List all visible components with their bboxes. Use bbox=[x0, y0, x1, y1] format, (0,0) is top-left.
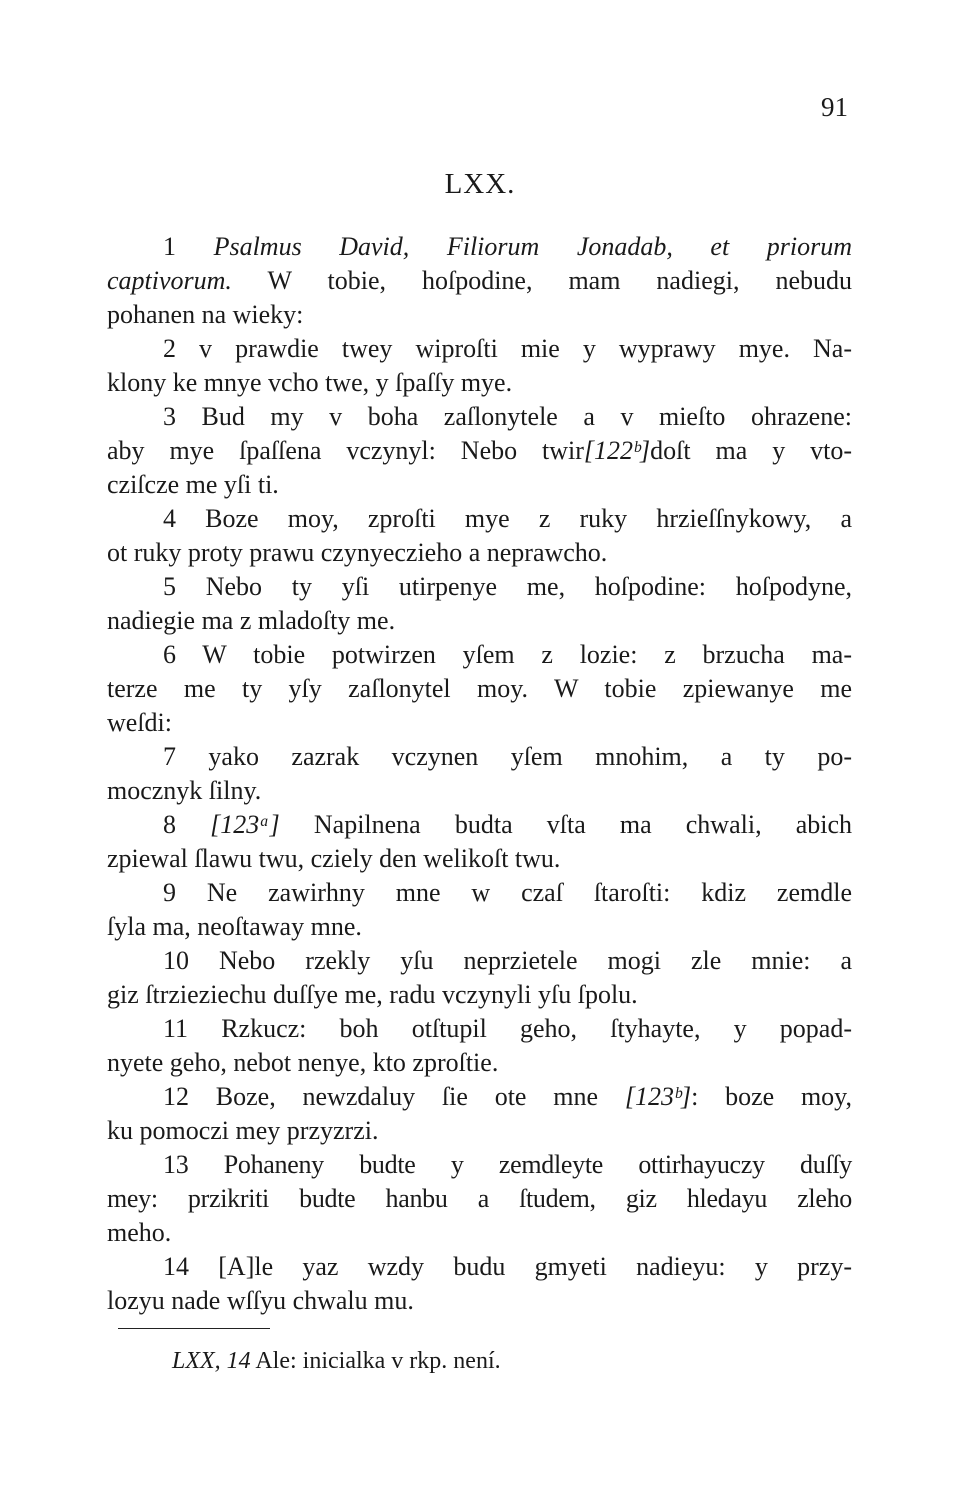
text-run: mocznyk ſilny. bbox=[107, 776, 262, 805]
text-line bbox=[107, 332, 852, 366]
text-run: mey: przikriti budte hanbu a ſtudem, giz hledayu zleho bbox=[107, 1184, 852, 1213]
text-line bbox=[107, 1080, 852, 1114]
text-run: 10 Nebo rzekly yſu neprzietele mogi zle mnie: a bbox=[163, 946, 852, 975]
text-line bbox=[107, 808, 852, 842]
text-line bbox=[107, 1216, 852, 1250]
text-run: ku pomoczi mey przyzrzi. bbox=[107, 1116, 379, 1145]
text-line bbox=[107, 1046, 852, 1080]
text-run: 6 W tobie potwirzen yſem z lozie: z brzucha ma- bbox=[163, 640, 852, 669]
italic-text: [122ᵇ] bbox=[583, 436, 651, 465]
text-line bbox=[107, 366, 852, 400]
text-run: aby mye ſpaſſena vczynyl: Nebo twir bbox=[107, 436, 584, 465]
text-run: 14 [A]le yaz wzdy budu gmyeti nadieyu: y przy- bbox=[163, 1252, 852, 1281]
text-line bbox=[107, 1182, 852, 1216]
text-run: 12 Boze, newzdaluy ſie ote mne bbox=[163, 1082, 625, 1111]
text-line bbox=[107, 842, 852, 876]
text-line bbox=[107, 298, 852, 332]
text-line bbox=[107, 706, 852, 740]
text-run: nyete geho, nebot nenye, kto zproſtie. bbox=[107, 1048, 499, 1077]
text-run: cziſcze me yſi ti. bbox=[107, 470, 279, 499]
text-run: 3 Bud my v boha zaſlonytele a v mieſto ohrazene: bbox=[163, 402, 852, 431]
text-line bbox=[107, 1114, 852, 1148]
text-line bbox=[107, 1148, 852, 1182]
text-line bbox=[107, 536, 852, 570]
footnote bbox=[172, 1346, 501, 1376]
text-run: 7 yako zazrak vczynen yſem mnohim, a ty po- bbox=[163, 742, 852, 771]
italic-text: [123ᵇ] bbox=[624, 1082, 692, 1111]
text-line bbox=[107, 604, 852, 638]
text-run: 1 bbox=[163, 232, 214, 261]
footnote-reference: LXX, 14 bbox=[172, 1348, 251, 1374]
page-number: 91 bbox=[821, 92, 848, 122]
text-run: lozyu nade wſſyu chwalu mu. bbox=[107, 1286, 414, 1315]
chapter-heading: LXX. bbox=[444, 168, 516, 200]
italic-text: captivorum. bbox=[107, 266, 232, 295]
footnote-divider bbox=[118, 1328, 270, 1329]
text-run: W tobie, hoſpodine, mam nadiegi, nebudu bbox=[231, 266, 852, 295]
text-run: klony ke mnye vcho twe, y ſpaſſy mye. bbox=[107, 368, 513, 397]
italic-text: Psalmus David, Filiorum Jonadab, et priorum bbox=[213, 232, 852, 261]
footnote-text: Ale: inicialka v rkp. není. bbox=[250, 1348, 501, 1374]
text-run: : boze moy, bbox=[691, 1082, 852, 1111]
text-run: meho. bbox=[107, 1218, 172, 1247]
text-line bbox=[107, 1284, 852, 1318]
text-line bbox=[107, 876, 852, 910]
text-line bbox=[107, 1012, 852, 1046]
text-run: ot ruky proty prawu czynyeczieho a neprawcho. bbox=[107, 538, 608, 567]
text-line bbox=[107, 672, 852, 706]
italic-text: [123ᵃ] bbox=[210, 810, 280, 839]
text-run: giz ſtrzieziechu duſſye me, radu vczynyli yſu ſpolu. bbox=[107, 980, 638, 1009]
text-line bbox=[107, 944, 852, 978]
text-line bbox=[107, 230, 852, 264]
text-run: terze me ty yſy zaſlonytel moy. W tobie zpiewanye me bbox=[107, 674, 852, 703]
text-line bbox=[107, 434, 852, 468]
text-run: weſdi: bbox=[107, 708, 172, 737]
text-line bbox=[107, 400, 852, 434]
text-run: 2 v prawdie twey wiproſti mie y wyprawy mye. Na- bbox=[163, 334, 852, 363]
text-run: zpiewal ſlawu twu, cziely den welikoſt twu. bbox=[107, 844, 561, 873]
text-run: 8 bbox=[163, 810, 211, 839]
text-line bbox=[107, 774, 852, 808]
text-line bbox=[107, 978, 852, 1012]
psalm-text bbox=[107, 230, 852, 1318]
text-run: ſyla ma, neoſtaway mne. bbox=[107, 912, 362, 941]
text-run: nadiegie ma z mladoſty me. bbox=[107, 606, 396, 635]
text-run: 5 Nebo ty yſi utirpenye me, hoſpodine: hoſpodyne, bbox=[163, 572, 852, 601]
text-line bbox=[107, 910, 852, 944]
text-run: pohanen na wieky: bbox=[107, 300, 304, 329]
text-line bbox=[107, 570, 852, 604]
text-line bbox=[107, 638, 852, 672]
text-run: 13 Pohaneny budte y zemdleyte ottirhayuczy duſſy bbox=[163, 1150, 852, 1179]
text-run: 9 Ne zawirhny mne w czaſ ſtaroſti: kdiz zemdle bbox=[163, 878, 852, 907]
text-run: 4 Boze moy, zproſti mye z ruky hrzieſſnykowy, a bbox=[163, 504, 852, 533]
text-line bbox=[107, 740, 852, 774]
text-line bbox=[107, 468, 852, 502]
text-line bbox=[107, 502, 852, 536]
text-line bbox=[107, 264, 852, 298]
text-run: doſt ma y vto- bbox=[650, 436, 853, 465]
text-line bbox=[107, 1250, 852, 1284]
text-run: 11 Rzkucz: boh otſtupil geho, ſtyhayte, y popad- bbox=[163, 1014, 852, 1043]
text-run: Napilnena budta vſta ma chwali, abich bbox=[279, 810, 853, 839]
